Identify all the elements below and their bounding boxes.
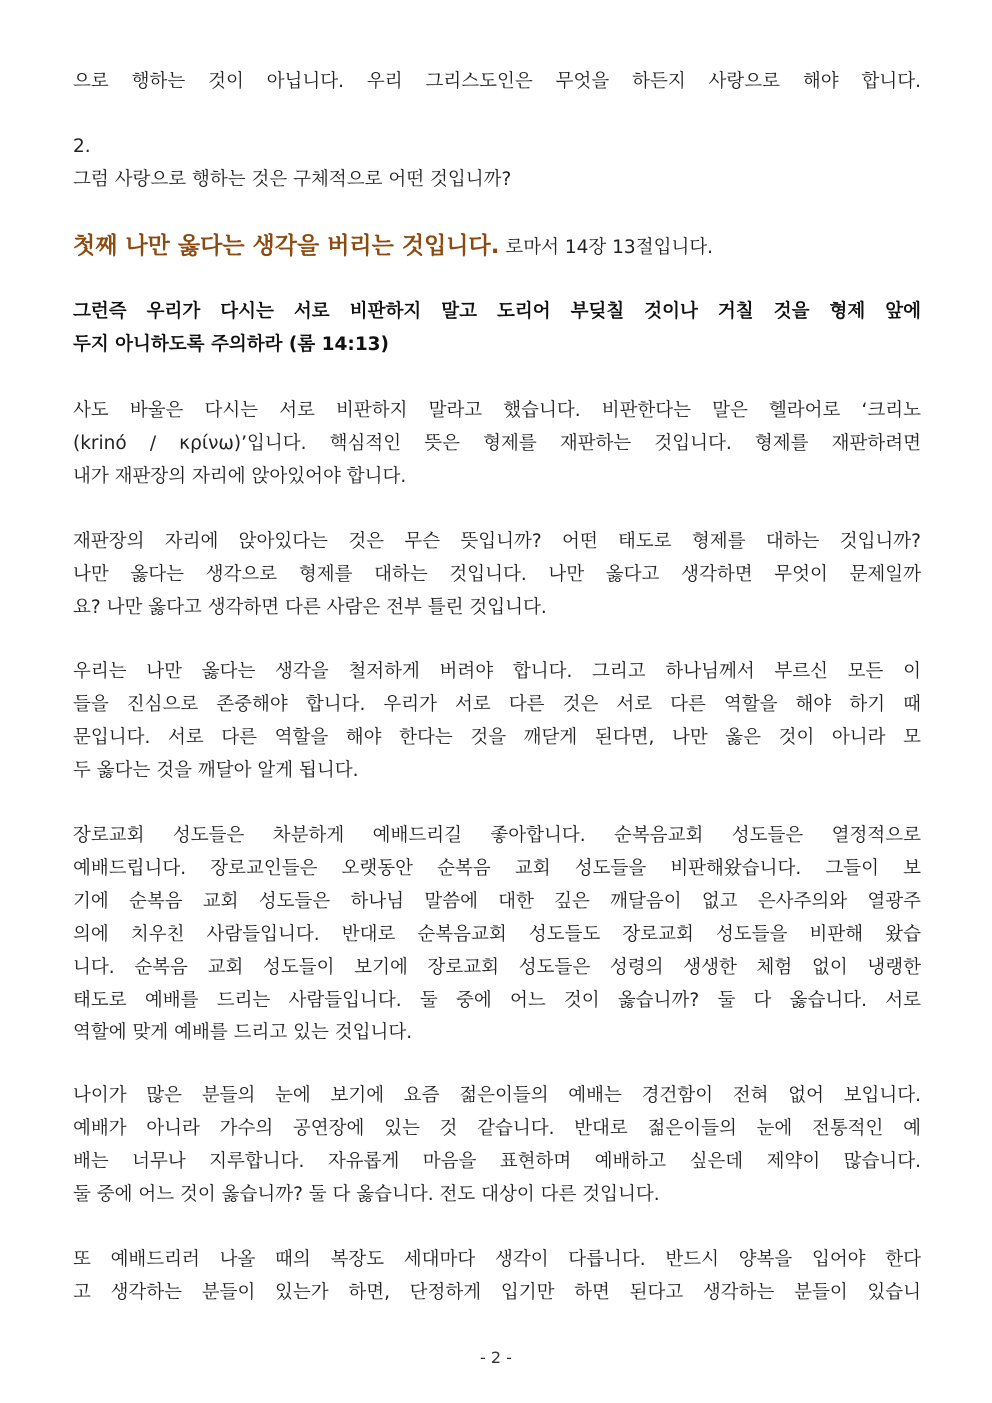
- text-line: 내가 재판장의 자리에 앉아있어야 합니다.: [73, 466, 407, 487]
- text-line: 문입니다. 서로 다른 역할을 해야 한다는 것을 깨닫게 된다면, 나만 옳은 것이 아니라 모: [73, 727, 921, 748]
- text-line: 그럼 사랑으로 행하는 것은 구체적으로 어떤 것입니까?: [73, 169, 512, 190]
- text-line: 역할에 맞게 예배를 드리고 있는 것입니다.: [73, 1022, 413, 1043]
- verse-line: 그런즉 우리가 다시는 서로 비판하지 말고 도리어 부딪칠 것이나 거칠 것을 형제 앞에: [73, 301, 921, 322]
- text-line: 우리는 나만 옳다는 생각을 철저하게 버려야 합니다. 그리고 하나님께서 부르신 모든 이: [73, 661, 921, 682]
- text-line: 들을 진심으로 존중해야 합니다. 우리가 서로 다른 것은 서로 다른 역할을 해야 하기 때: [73, 694, 921, 715]
- text-line: 둘 중에 어느 것이 옳습니까? 둘 다 옳습니다. 전도 대상이 다른 것입니다.: [73, 1184, 660, 1205]
- text-line: 니다. 순복음 교회 성도들이 보기에 장로교회 성도들은 성령의 생생한 체험 없이 냉랭한: [73, 957, 921, 978]
- verse-line: 두지 아니하도록 주의하라 (롬 14:13): [73, 334, 390, 355]
- text-line: 요? 나만 옳다고 생각하면 다른 사람은 전부 틀린 것입니다.: [73, 597, 547, 618]
- text-line: 예배가 아니라 가수의 공연장에 있는 것 같습니다. 반대로 젊은이들의 눈에 전통적인 예: [73, 1118, 921, 1139]
- text-line: 의에 치우친 사람들입니다. 반대로 순복음교회 성도들도 장로교회 성도들을 비판해 왔습: [73, 924, 921, 945]
- section-heading-row: [73, 230, 921, 264]
- text-line: 고 생각하는 분들이 있는가 하면, 단정하게 입기만 하면 된다고 생각하는 분들이 있습니: [73, 1282, 921, 1303]
- scripture-reference: 로마서 14장 13절입니다.: [505, 237, 714, 258]
- text-line: 으로 행하는 것이 아닙니다. 우리 그리스도인은 무엇을 하든지 사랑으로 해야 합니다.: [73, 71, 921, 92]
- text-line: 사도 바울은 다시는 서로 비판하지 말라고 했습니다. 비판한다는 말은 헬라어로 ‘크리노: [73, 400, 921, 421]
- text-line: 재판장의 자리에 앉아있다는 것은 무슨 뜻입니까? 어떤 태도로 형제를 대하는 것입니까?: [73, 531, 921, 552]
- text-line: 나만 옳다는 생각으로 형제를 대하는 것입니다. 나만 옳다고 생각하면 무엇이 문제일까: [73, 564, 921, 585]
- text-line: 배는 너무나 지루합니다. 자유롭게 마음을 표현하며 예배하고 싶은데 제약이 많습니다.: [73, 1151, 921, 1172]
- section-number: 2.: [73, 136, 91, 157]
- page-number: - 2 -: [480, 1348, 512, 1367]
- text-line: 장로교회 성도들은 차분하게 예배드리길 좋아합니다. 순복음교회 성도들은 열정적으로: [73, 825, 921, 846]
- text-line: 또 예배드리러 나올 때의 복장도 세대마다 생각이 다릅니다. 반드시 양복을 입어야 한다: [73, 1249, 921, 1270]
- text-line: 기에 순복음 교회 성도들은 하나님 말씀에 대한 깊은 깨달음이 없고 은사주의와 열광주: [73, 891, 921, 912]
- text-line: 태도로 예배를 드리는 사람들입니다. 둘 중에 어느 것이 옳습니까? 둘 다 옳습니다. 서로: [73, 990, 921, 1011]
- section-heading: 첫째 나만 옳다는 생각을 버리는 것입니다.: [73, 233, 500, 259]
- text-line: 예배드립니다. 장로교인들은 오랫동안 순복음 교회 성도들을 비판해왔습니다. 그들이 보: [73, 858, 921, 879]
- text-line: 두 옳다는 것을 깨달아 알게 됩니다.: [73, 760, 359, 781]
- text-line: (krinó / κρίνω)’입니다. 핵심적인 뜻은 형제를 재판하는 것입니다. 형제를 재판하려면: [73, 433, 921, 454]
- text-line: 나이가 많은 분들의 눈에 보기에 요즘 젊은이들의 예배는 경건함이 전혀 없어 보입니다.: [73, 1085, 921, 1106]
